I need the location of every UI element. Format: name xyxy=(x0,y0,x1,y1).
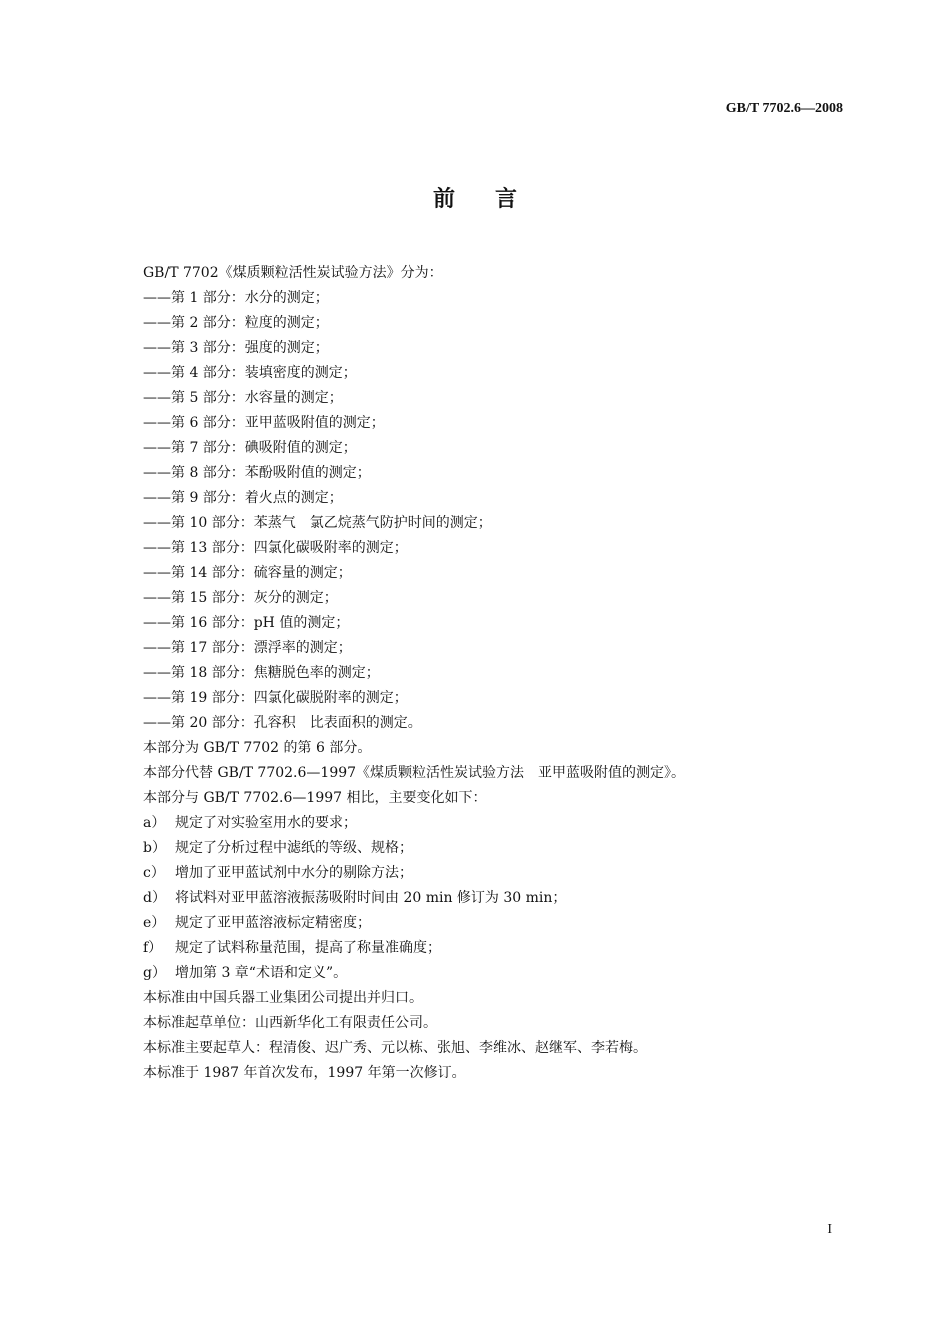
change-item xyxy=(143,936,823,961)
change-text: 规定了分析过程中滤纸的等级、规格； xyxy=(175,840,413,856)
change-text: 规定了对实验室用水的要求； xyxy=(175,815,357,831)
change-text: 规定了亚甲蓝溶液标定精密度； xyxy=(175,915,371,931)
change-item xyxy=(143,836,823,861)
text-line: 本标准主要起草人：程清俊、迟广秀、元以栋、张旭、李维冰、赵继军、李若梅。 xyxy=(143,1040,647,1056)
page-number: I xyxy=(827,1222,832,1237)
text-line: ——第 5 部分：水容量的测定； xyxy=(143,390,343,406)
text-line: ——第 6 部分：亚甲蓝吸附值的测定； xyxy=(143,415,385,431)
text-line: ——第 2 部分：粒度的测定； xyxy=(143,315,329,331)
change-item xyxy=(143,811,823,836)
text-line: ——第 16 部分：pH 值的测定； xyxy=(143,615,350,631)
text-line: ——第 7 部分：碘吸附值的测定； xyxy=(143,440,357,456)
change-label: g） xyxy=(143,965,166,981)
change-item xyxy=(143,911,823,936)
text-line: ——第 15 部分：灰分的测定； xyxy=(143,590,338,606)
text-line: ——第 3 部分：强度的测定； xyxy=(143,340,329,356)
change-text: 规定了试料称量范围，提高了称量准确度； xyxy=(175,940,441,956)
text-line: ——第 17 部分：漂浮率的测定； xyxy=(143,640,352,656)
change-label: c） xyxy=(143,865,165,881)
text-line: 本部分与 GB/T 7702.6—1997 相比，主要变化如下： xyxy=(143,790,487,806)
change-label: a） xyxy=(143,815,166,831)
text-line: GB/T 7702《煤质颗粒活性炭试验方法》分为： xyxy=(143,265,443,281)
text-line: ——第 1 部分：水分的测定； xyxy=(143,290,329,306)
text-line: 本部分代替 GB/T 7702.6—1997《煤质颗粒活性炭试验方法 亚甲蓝吸附值的测定》。 xyxy=(143,765,686,781)
change-text: 将试料对亚甲蓝溶液振荡吸附时间由 20 min 修订为 30 min； xyxy=(175,890,567,906)
text-line: 本部分为 GB/T 7702 的第 6 部分。 xyxy=(143,740,372,756)
foreword-body xyxy=(143,261,823,1086)
text-line: ——第 13 部分：四氯化碳吸附率的测定； xyxy=(143,540,408,556)
text-line: ——第 8 部分：苯酚吸附值的测定； xyxy=(143,465,371,481)
text-line: ——第 10 部分：苯蒸气 氯乙烷蒸气防护时间的测定； xyxy=(143,515,492,531)
change-label: b） xyxy=(143,840,166,856)
change-label: f） xyxy=(143,940,163,956)
text-line: 本标准于 1987 年首次发布，1997 年第一次修订。 xyxy=(143,1065,466,1081)
text-line: 本标准由中国兵器工业集团公司提出并归口。 xyxy=(143,990,423,1006)
change-label: d） xyxy=(143,890,166,906)
text-line: ——第 14 部分：硫容量的测定； xyxy=(143,565,352,581)
change-item xyxy=(143,861,823,886)
change-label: e） xyxy=(143,915,166,931)
text-line: ——第 4 部分：装填密度的测定； xyxy=(143,365,357,381)
change-text: 增加了亚甲蓝试剂中水分的剔除方法； xyxy=(175,865,413,881)
text-line: ——第 20 部分：孔容积 比表面积的测定。 xyxy=(143,715,422,731)
page-title: 前言 xyxy=(432,187,557,212)
change-item xyxy=(143,886,823,911)
text-line: ——第 9 部分：着火点的测定； xyxy=(143,490,343,506)
text-line: ——第 19 部分：四氯化碳脱附率的测定； xyxy=(143,690,408,706)
change-item xyxy=(143,961,823,986)
text-line: 本标准起草单位：山西新华化工有限责任公司。 xyxy=(143,1015,437,1031)
text-line: ——第 18 部分：焦糖脱色率的测定； xyxy=(143,665,380,681)
standard-number: GB/T 7702.6—2008 xyxy=(725,101,843,116)
change-text: 增加第 3 章“术语和定义”。 xyxy=(175,965,348,981)
